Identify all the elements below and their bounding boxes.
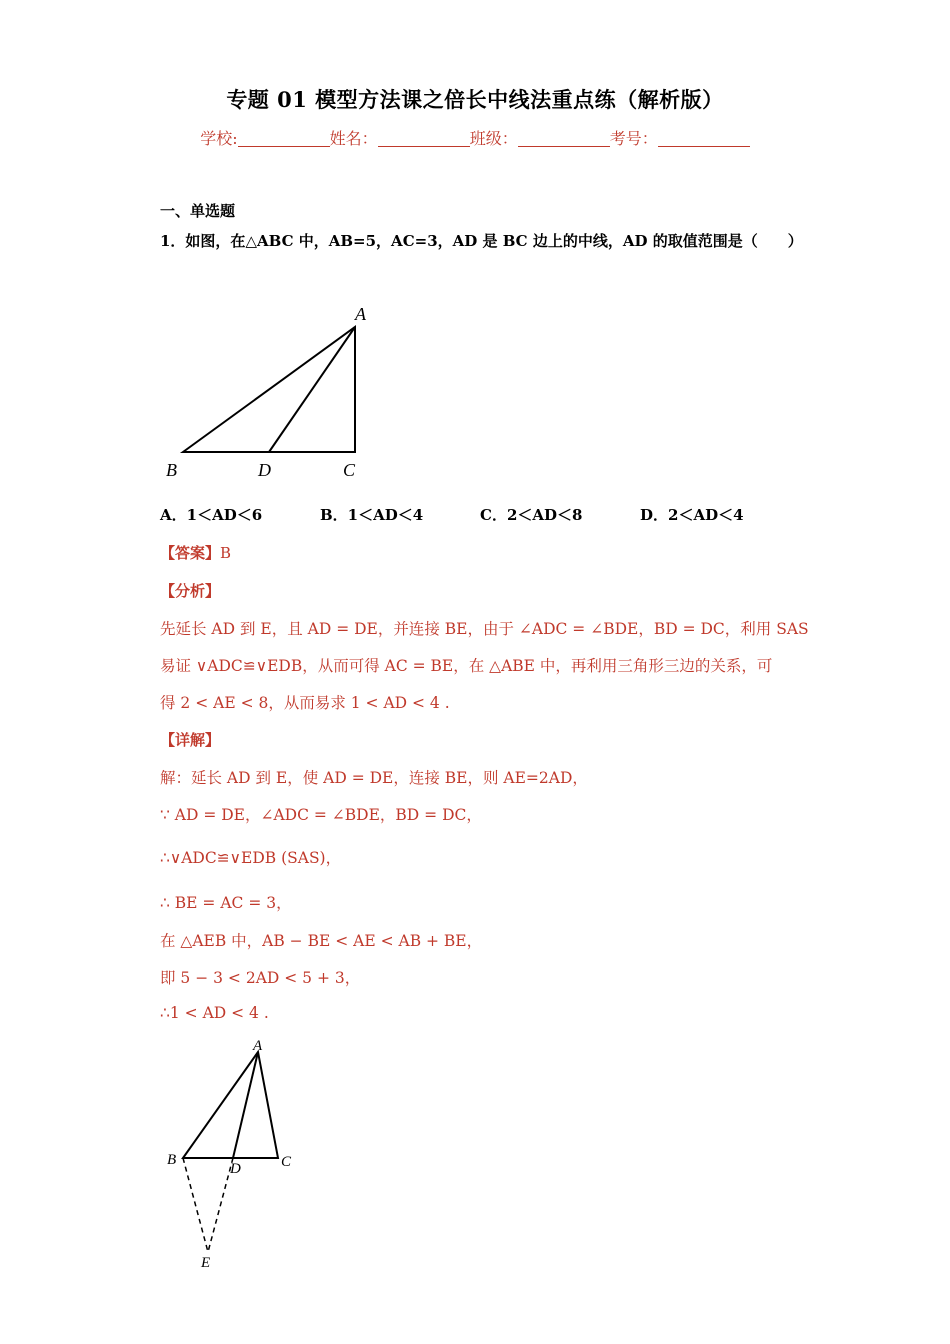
label-b: B (166, 460, 177, 480)
name-blank (378, 130, 470, 147)
analysis-line-2: 易证 ∨ADC≌∨EDB，从而可得 AC = BE，在 △ABE 中，再利用三角形三边的关系，可 (160, 657, 773, 675)
choice-a[interactable]: A．1＜AD＜6 (160, 506, 263, 524)
dashed-be (183, 1158, 208, 1252)
label-d: D (258, 460, 271, 480)
choice-d[interactable]: D．2＜AD＜4 (640, 506, 744, 524)
triangle-figure (158, 300, 388, 485)
detail-label: 【详解】 (160, 731, 221, 749)
class-label: 班级： (469, 129, 518, 148)
label-e-2: E (201, 1255, 211, 1271)
class-blank (518, 130, 610, 147)
analysis-label: 【分析】 (160, 582, 221, 600)
label-a-2: A (253, 1038, 263, 1054)
section-heading: 一、单选题 (160, 202, 236, 220)
school-label: 学校: (200, 129, 238, 148)
student-info-line (0, 126, 950, 149)
detail-line-4: ∴ BE = AC = 3， (160, 894, 292, 912)
detail-line-2: ∵ AD = DE，∠ADC = ∠BDE，BD = DC， (160, 806, 482, 824)
detail-line-7: ∴1 < AD < 4 . (160, 1004, 269, 1022)
detail-line-1: 解：延长 AD 到 E，使 AD = DE，连接 BE，则 AE=2AD， (160, 769, 588, 787)
label-d-2: D (230, 1161, 241, 1177)
page-title: 专题 01 模型方法课之倍长中线法重点练（解析版） (226, 87, 724, 112)
choices (160, 504, 800, 525)
median-ad-2 (233, 1052, 258, 1158)
label-b-2: B (167, 1152, 177, 1168)
answer-row (160, 542, 231, 563)
detail-line-5: 在 △AEB 中，AB − BE < AE < AB + BE， (160, 932, 483, 950)
detail-line-3: ∴∨ADC≌∨EDB (SAS)， (160, 849, 342, 867)
analysis-line-3: 得 2 < AE < 8，从而易求 1 < AD < 4 . (160, 694, 450, 712)
number-label: 考号： (609, 129, 658, 148)
label-c-2: C (281, 1154, 292, 1170)
triangle-abc (183, 327, 355, 452)
choice-c[interactable]: C．2＜AD＜8 (480, 506, 583, 524)
label-c: C (343, 460, 356, 480)
median-ad (269, 327, 355, 452)
detail-line-6: 即 5 − 3 < 2AD < 5 + 3， (160, 969, 361, 987)
number-blank (658, 130, 750, 147)
triangle-abc-2 (183, 1052, 278, 1158)
school-blank (238, 130, 330, 147)
question-text: 1．如图，在△ABC 中，AB=5，AC=3，AD 是 BC 边上的中线，AD 的取值范围是（ ） (160, 232, 803, 250)
answer-label: 【答案】 (160, 544, 221, 562)
extended-median-figure (158, 1035, 318, 1275)
answer-value: B (220, 544, 232, 562)
choice-b[interactable]: B．1＜AD＜4 (320, 506, 424, 524)
analysis-line-1: 先延长 AD 到 E，且 AD = DE，并连接 BE，由于 ∠ADC = ∠BDE，BD = DC，利用 SAS (160, 620, 809, 638)
label-a: A (355, 304, 366, 324)
name-label: 姓名： (329, 129, 378, 148)
